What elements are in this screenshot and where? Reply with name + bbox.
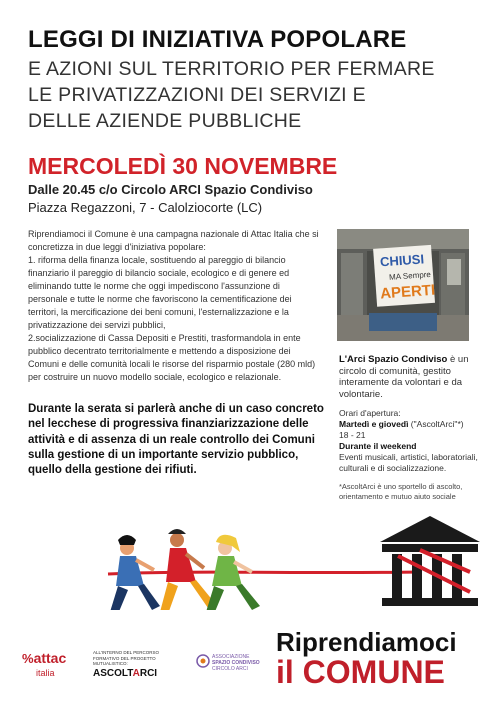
tug-of-war-illustration xyxy=(0,512,500,622)
attac-country: italia xyxy=(36,668,55,678)
subtitle-line-2: LE PRIVATIZZAZIONI DEI SERVIZI E xyxy=(28,84,366,106)
hours-day2-desc: Eventi musicali, artistici, laboratoriali, culturali e di socializzazione. xyxy=(339,452,478,473)
town-hall-icon xyxy=(380,516,480,606)
point-1-paragraph: 1. riforma della finanza locale, sostituendo al pareggio di bilancio finanziario il pareggio di bilancio sociale, ecologico e di genere ed eliminando tutte le norme che oggi impediscono l'assunzione di personale e tutte le norme che favoriscono la cementificazione dei territori, la mercificazione dei beni comuni, l'esternalizzazione e la privatizzazione dei servizi pubblici, xyxy=(28,255,292,330)
hours-day1-time: 18 - 21 xyxy=(339,430,366,440)
campaign-description xyxy=(28,228,320,384)
attac-word: attac xyxy=(33,650,67,666)
rope xyxy=(108,572,420,574)
main-title: LEGGI DI INIZIATIVA POPOLARE xyxy=(28,26,407,53)
venue-photo-image xyxy=(337,229,469,341)
attac-logo xyxy=(22,650,66,678)
subtitle-line-3: DELLE AZIENDE PUBBLICHE xyxy=(28,110,302,132)
spazio-condiviso-icon xyxy=(196,654,210,668)
hours-day1: Martedì e giovedì xyxy=(339,419,409,429)
venue-description: è un circolo di comunità, gestito interamente da volontari e da volontarie. xyxy=(339,354,469,400)
intro-paragraph: Riprendiamoci il Comune è una campagna nazionale di Attac Italia che si concretizza in due leggi d'iniziativa popolare: xyxy=(28,229,319,252)
campaign-logo-line1: Riprendiamoci xyxy=(276,627,457,657)
venue-name: L'Arci Spazio Condiviso xyxy=(339,354,448,365)
event-date: MERCOLEDÌ 30 NOVEMBRE xyxy=(28,153,338,179)
ascoltarci-footnote: *AscoltArci è uno sportello di ascolto, orientamento e mutuo aiuto sociale xyxy=(339,482,463,501)
sign-line-1: CHIUSI xyxy=(379,251,425,270)
hours-day1-note: ("AscoltArci"*) xyxy=(408,419,464,429)
ascolt-wordmark: ASCOLTARCI xyxy=(93,667,158,679)
hours-day2: Durante il weekend xyxy=(339,441,417,451)
sign-line-2: MA Sempre xyxy=(388,269,432,282)
sign-line-3: APERTI xyxy=(379,281,436,303)
figure-green xyxy=(206,535,260,614)
point-2-paragraph: 2.socializzazione di Cassa Depositi e Prestiti, trasformandola in ente pubblico decentrato territorialmente e mettendo a disposizione dei Comuni e delle comunità locali le risorse del risparmio postale (280 mld) per costruire un nuovo modello sociale, ecologico e relazionale. xyxy=(28,333,316,382)
subtitle-line-1: E AZIONI SUL TERRITORIO PER FERMARE xyxy=(28,58,435,80)
venue-info xyxy=(339,354,479,501)
venue-photo xyxy=(337,229,469,341)
ascoltarci-logo xyxy=(93,650,181,679)
event-time-place: Dalle 20.45 c/o Circolo ARCI Spazio Condiviso xyxy=(28,182,313,197)
hours-label: Orari d'apertura: xyxy=(339,408,401,418)
evening-highlight: Durante la serata si parlerà anche di un caso concreto nel lecchese di progressiva finanziarizzazione delle attività e di assenza di un reale controllo dei Comuni sulla gestione di un importante servizio pubblico, quello della gestione dei rifiuti. xyxy=(28,403,324,477)
event-address: Piazza Regazzoni, 7 - Calolziocorte (LC) xyxy=(28,200,263,215)
ascolt-caption: ALL'INTERNO DEL PERCORSO FORMATIVO DEL PROGETTO MUTUALISTICO: xyxy=(93,650,159,666)
spazio-condiviso-logo: ASSOCIAZIONE SPAZIO CONDIVISO CIRCOLO ARCI xyxy=(196,654,210,673)
percent-icon: % xyxy=(22,651,34,666)
campaign-logo-line2: il COMUNE xyxy=(276,654,445,690)
